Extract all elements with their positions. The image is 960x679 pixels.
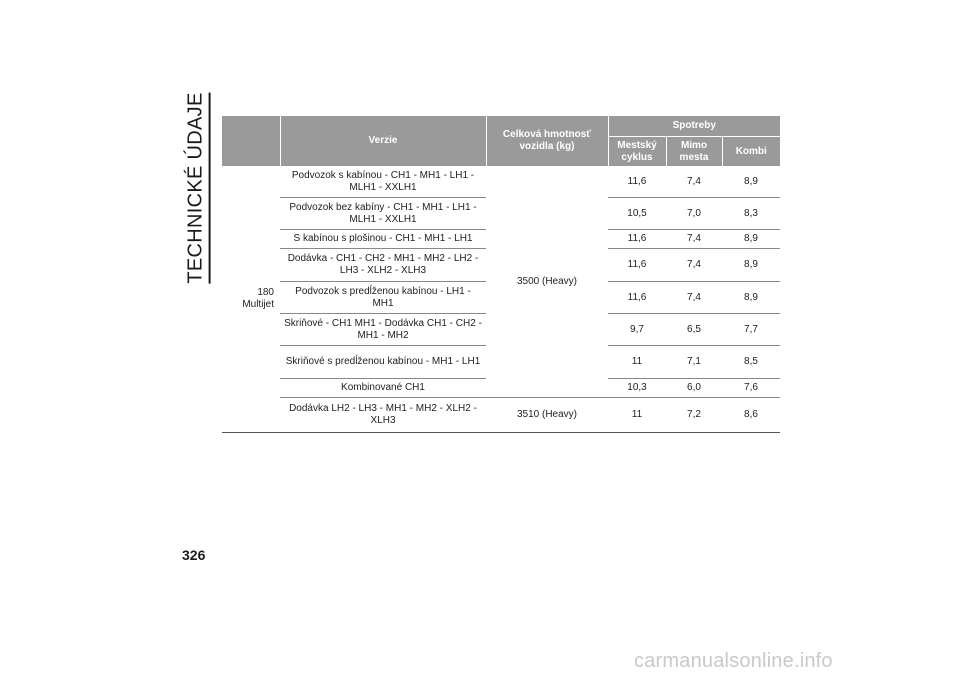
- header-mass: Celková hmotnosť vozidla (kg): [486, 116, 608, 166]
- verzia-cell: Podvozok s predĺženou kabínou - LH1 - MH1: [280, 282, 486, 314]
- mestsky-cell: 11,6: [608, 249, 666, 282]
- kombi-cell: 8,5: [722, 346, 780, 379]
- kombi-cell: 8,9: [722, 230, 780, 249]
- kombi-cell: 8,9: [722, 282, 780, 314]
- watermark-text: carmanualsonline.info: [634, 650, 833, 672]
- verzia-cell: Kombinované CH1: [280, 379, 486, 398]
- mimo-cell: 7,1: [666, 346, 722, 379]
- verzia-cell: Skriňové s predĺženou kabínou - MH1 - LH1: [280, 346, 486, 379]
- mestsky-cell: 11,6: [608, 166, 666, 198]
- header-verzie: Verzie: [280, 116, 486, 166]
- mimo-cell: 7,0: [666, 198, 722, 230]
- mestsky-cell: 10,3: [608, 379, 666, 398]
- mimo-cell: 7,2: [666, 398, 722, 433]
- kombi-cell: 8,6: [722, 398, 780, 433]
- kombi-cell: 8,3: [722, 198, 780, 230]
- mestsky-cell: 9,7: [608, 314, 666, 346]
- table-header-row: [222, 116, 780, 137]
- mestsky-cell: 11,6: [608, 230, 666, 249]
- kombi-cell: 7,6: [722, 379, 780, 398]
- mimo-cell: 6,5: [666, 314, 722, 346]
- verzia-cell: Podvozok s kabínou - CH1 - MH1 - LH1 - MLH1 - XXLH1: [280, 166, 486, 198]
- kombi-cell: 8,9: [722, 249, 780, 282]
- section-title: [183, 92, 213, 284]
- header-spotreby: Spotreby: [608, 116, 780, 137]
- kombi-cell: 8,9: [722, 166, 780, 198]
- verzia-cell: S kabínou s plošinou - CH1 - MH1 - LH1: [280, 230, 486, 249]
- verzia-cell: Podvozok bez kabíny - CH1 - MH1 - LH1 - MLH1 - XXLH1: [280, 198, 486, 230]
- mimo-cell: 7,4: [666, 166, 722, 198]
- verzia-cell: Dodávka - CH1 - CH2 - MH1 - MH2 - LH2 - LH3 - XLH2 - XLH3: [280, 249, 486, 282]
- kombi-cell: 7,7: [722, 314, 780, 346]
- table-row: [222, 166, 780, 198]
- mimo-cell: 7,4: [666, 249, 722, 282]
- mass-cell: 3500 (Heavy): [486, 166, 608, 398]
- mimo-cell: 7,4: [666, 282, 722, 314]
- mestsky-cell: 11,6: [608, 282, 666, 314]
- verzia-cell: Skriňové - CH1 MH1 - Dodávka CH1 - CH2 - MH1 - MH2: [280, 314, 486, 346]
- mimo-cell: 7,4: [666, 230, 722, 249]
- page-number: 326: [182, 547, 206, 563]
- mestsky-cell: 11: [608, 398, 666, 433]
- header-mimo: Mimo mesta: [666, 137, 722, 167]
- mestsky-cell: 11: [608, 346, 666, 379]
- header-blank: [222, 116, 280, 166]
- table-row: [222, 398, 780, 433]
- model-cell: 180 Multijet: [222, 166, 280, 433]
- header-mestsky: Mestský cyklus: [608, 137, 666, 167]
- verzia-cell: Dodávka LH2 - LH3 - MH1 - MH2 - XLH2 - XLH3: [280, 398, 486, 433]
- mestsky-cell: 10,5: [608, 198, 666, 230]
- fuel-consumption-table: [222, 116, 780, 433]
- mimo-cell: 6,0: [666, 379, 722, 398]
- header-kombi: Kombi: [722, 137, 780, 167]
- mass-cell: 3510 (Heavy): [486, 398, 608, 433]
- section-title-text: TECHNICKÉ ÚDAJE: [185, 92, 211, 283]
